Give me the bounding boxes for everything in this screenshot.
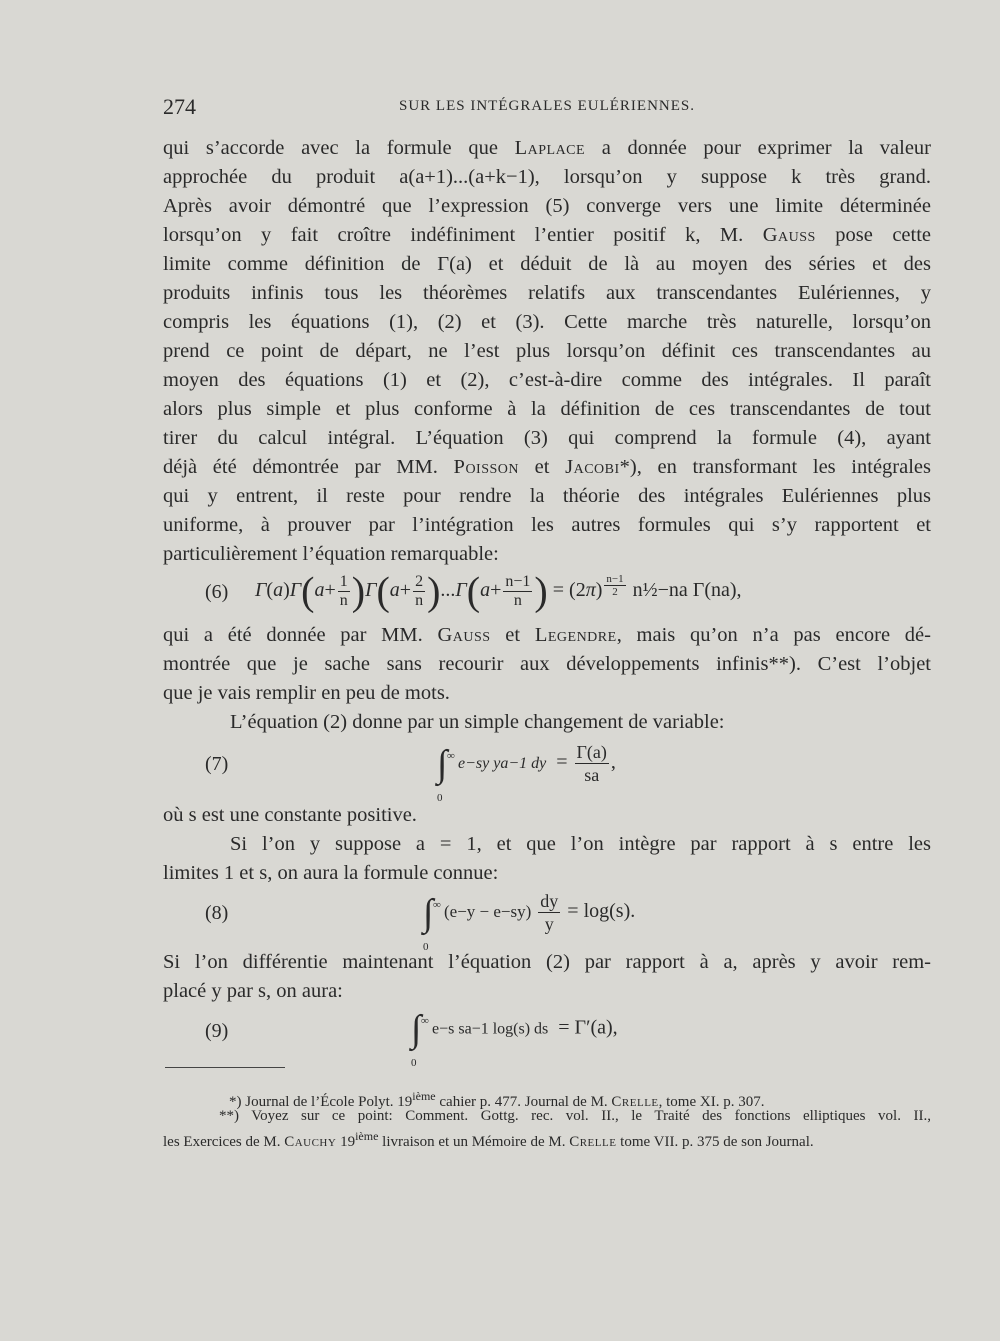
page-number: 274 — [163, 94, 196, 119]
footnote-2: **) Voyez sur ce point: Comment. Gottg. rec. vol. II., le Traité des fonctions elliptiques vol. II., — [219, 1108, 931, 1124]
text-line: qui a été donnée par MM. Gauss et Legendre, mais qu’on n’a pas encore dé- — [163, 624, 931, 646]
author-name: Poisson — [453, 456, 520, 478]
integral-sign: ∫ ∞ 0 — [423, 891, 441, 953]
author-name: Laplace — [514, 137, 586, 159]
text-line: déjà été démontrée par MM. Poisson et Jacobi*), en transformant les intégrales — [163, 456, 931, 478]
text-line: limites 1 et s, on aura la formule connue: — [163, 862, 499, 884]
author-name: Gauss — [437, 624, 491, 646]
footnote-1: *) Journal de l’École Polyt. 19ième cahier p. 477. Journal de M. Crelle, tome XI. p. 307. — [229, 1089, 765, 1110]
text-line: particulièrement l’équation remarquable: — [163, 543, 499, 565]
page-header — [163, 94, 931, 124]
text-line: placé y par s, on aura: — [163, 980, 343, 1002]
text-line: Si l’on différentie maintenant l’équation (2) par rapport à a, après y avoir rem- — [163, 951, 931, 973]
equation-6 — [163, 569, 931, 621]
integral-sign: ∫ ∞ 0 — [437, 742, 455, 804]
text-line: prend ce point de départ, ne l’est plus lorsqu’on définit ces transcendantes au — [163, 340, 931, 362]
text-line: approchée du produit a(a+1)...(a+k−1), lorsqu’on y suppose k très grand. — [163, 166, 931, 188]
equation-number: (6) — [205, 581, 229, 603]
text-line: montrée que je sache sans recourir aux développements infinis**). C’est l’objet — [163, 653, 931, 675]
text-line: où s est une constante positive. — [163, 804, 417, 826]
text-line: que je vais remplir en peu de mots. — [163, 682, 450, 704]
text-line: qui s’accorde avec la formule que Laplace a donnée pour exprimer la valeur — [163, 137, 931, 159]
running-title: SUR LES INTÉGRALES EULÉRIENNES. — [399, 98, 695, 114]
equation-body: Γ(a)Γ(a+ $\frac{1}{n}$ )Γ(a+ $\frac{2}{n}$ )...Γ(a+ $\frac{n-1}{n}$ ) = (2π) $^{\frac{n-1}{2}}$ n½−na Γ(na), — [255, 568, 742, 614]
equation-7 — [163, 737, 931, 804]
equation-number: (8) — [205, 902, 229, 924]
text-line: compris les équations (1), (2) et (3). Cette marche très naturelle, lorsqu’on — [163, 311, 931, 333]
text-line: tirer du calcul intégral. L’équation (3) qui comprend la formule (4), ayant — [163, 427, 931, 449]
text-line: Après avoir démontré que l’expression (5) converge vers une limite déterminée — [163, 195, 931, 217]
footnote-2-cont: les Exercices de M. Cauchy 19ième livraison et un Mémoire de M. Crelle tome VII. p. 375 de son Journal. — [163, 1129, 814, 1150]
author-name: Legendre — [534, 624, 617, 646]
equation-8 — [163, 888, 931, 953]
text-line: alors plus simple et plus conforme à la définition de ces transcendantes de tout — [163, 398, 931, 420]
equation-body: ∫ ∞ 0 (e−y − e−sy) $\frac{dy}{y}$ = log(s). — [423, 891, 636, 953]
integral-sign: ∫ ∞ 0 — [411, 1008, 429, 1069]
text-line: limite comme définition de Γ(a) et déduit de là au moyen des séries et des — [163, 253, 931, 275]
text-line: moyen des équations (1) et (2), c’est-à-dire comme des intégrales. Il paraît — [163, 369, 931, 391]
main-text — [163, 134, 932, 1069]
text-line: Si l’on y suppose a = 1, et que l’on intègre par rapport à s entre les — [230, 833, 931, 855]
text-line: lorsqu’on y fait croître indéfiniment l’entier positif k, M. Gauss pose cette — [163, 224, 932, 246]
equation-body: ∫ ∞ 0 e−s sa−1 log(s) ds = Γ′(a), — [411, 1008, 618, 1069]
text-line: L’équation (2) donne par un simple changement de variable: — [230, 711, 725, 733]
footnote-rule — [165, 1067, 285, 1068]
equation-number: (9) — [205, 1020, 229, 1042]
text-line: qui y entrent, il reste pour rendre la théorie des intégrales Eulériennes plus — [163, 485, 931, 507]
text-line: uniforme, à prouver par l’intégration les autres formules qui s’y rapportent et — [163, 514, 931, 536]
author-name: Jacobi — [565, 456, 620, 478]
equation-number: (7) — [205, 753, 229, 775]
equation-9 — [163, 1006, 931, 1069]
text-line: produits infinis tous les théorèmes relatifs aux transcendantes Eulériennes, y — [163, 282, 931, 304]
author-name: Gauss — [762, 224, 816, 246]
equation-body: ∫ ∞ 0 e−sy ya−1 dy = $\frac{\Gamma(a)}{sa}$ , — [437, 742, 616, 804]
